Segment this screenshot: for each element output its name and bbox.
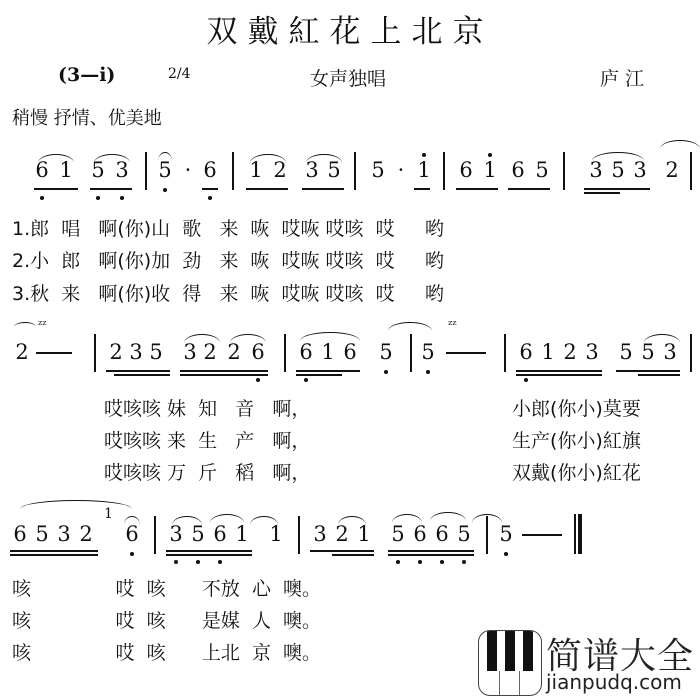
- lyrics-verse-2: 2.小 郎 啊(你)加 劲 来 咴 哎咴 哎咳 哎 哟: [12, 250, 444, 272]
- lyrics-verse-1-right: 小郎(你小)莫要: [512, 398, 641, 420]
- bar-line: [410, 334, 412, 372]
- final-bar-thick: [578, 514, 582, 554]
- piano-logo-icon: [478, 630, 542, 696]
- bar-line: [690, 334, 692, 372]
- lyrics-verse-3-right: 双戴(你小)紅花: [512, 462, 641, 484]
- watermark-url: jianpudq.com: [546, 670, 682, 694]
- fermata: [158, 152, 172, 161]
- final-bar-thin: [574, 514, 576, 554]
- bar-line: [443, 152, 445, 190]
- bar-line: [232, 152, 234, 190]
- trill-mark: ᶻᶻ: [38, 318, 47, 333]
- performance-type: 女声独唱: [310, 68, 387, 90]
- bar-line: [298, 516, 300, 554]
- song-title: 双戴紅花上北京: [206, 14, 494, 50]
- trill-mark: ᶻᶻ: [448, 318, 457, 333]
- composer: 庐 江: [600, 68, 645, 90]
- bar-line: [94, 334, 96, 372]
- bar-line: [354, 152, 356, 190]
- bar-line: [284, 334, 286, 372]
- lyrics-verse-3: 咳 哎 咳 上北 京 噢。: [12, 642, 322, 664]
- grace-note: 1: [104, 506, 113, 522]
- key-signature: (3—i): [58, 64, 116, 86]
- fermata: [124, 516, 140, 525]
- lyrics-verse-3: 哎咳咳 万 斤 稻 啊，: [104, 462, 311, 484]
- bar-line: [504, 334, 506, 372]
- lyrics-verse-1: 1.郎 唱 啊(你)山 歌 来 咴 哎咴 哎咳 哎 哟: [12, 218, 444, 240]
- lyrics-verse-1: 咳 哎 咳 不放 心 噢。: [12, 578, 322, 600]
- time-signature: 2/4: [168, 66, 191, 82]
- lyrics-verse-2: 哎咳咳 来 生 产 啊，: [104, 430, 311, 452]
- watermark-name: 简谱大全: [546, 636, 695, 677]
- bar-line: [145, 152, 147, 190]
- bar-line: [563, 152, 565, 190]
- bar-line: [690, 152, 692, 190]
- lyrics-verse-2: 咳 哎 咳 是媒 人 噢。: [12, 610, 322, 632]
- bar-line: [154, 516, 156, 554]
- lyrics-verse-1: 哎咳咳 妹 知 音 啊，: [104, 398, 311, 420]
- tempo-marking: 稍慢 抒情、优美地: [12, 108, 162, 129]
- lyrics-verse-2-right: 生产(你小)紅旗: [512, 430, 641, 452]
- lyrics-verse-3: 3.秋 来 啊(你)收 得 来 咴 哎咴 哎咳 哎 哟: [12, 283, 444, 305]
